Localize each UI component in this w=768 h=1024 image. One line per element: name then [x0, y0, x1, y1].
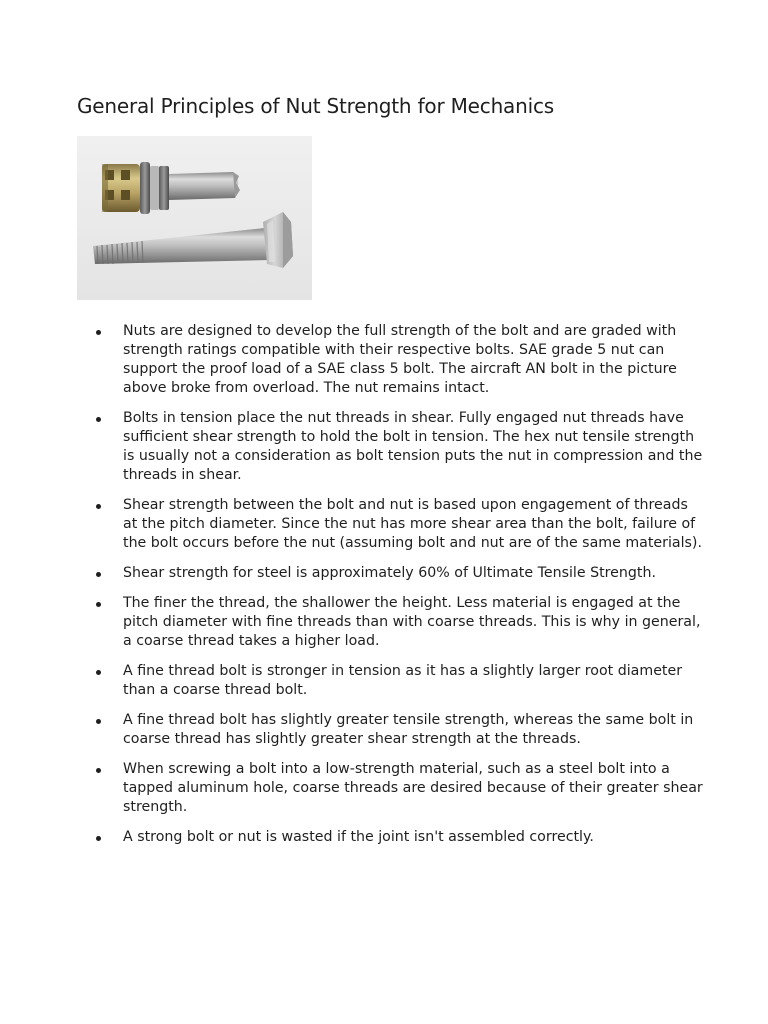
bolt-photo-illustration [77, 136, 312, 300]
bullet-icon [96, 670, 101, 675]
list-item [96, 711, 706, 749]
list-item-text: When screwing a bolt into a low-strength material, such as a steel bolt into a tapped aluminum hole, coarse threads are desired because of their greater shear strength. [123, 761, 703, 815]
bullet-icon [96, 417, 101, 422]
principles-list [96, 322, 706, 858]
list-item [96, 564, 706, 583]
list-item-text: A fine thread bolt has slightly greater tensile strength, whereas the same bolt in coarse thread has slightly greater shear strength at the threads. [123, 712, 694, 747]
list-item-text: Nuts are designed to develop the full strength of the bolt and are graded with strength ratings compatible with their respective bolts. SAE grade 5 nut can support the proof load of a SAE class 5 bolt. The aircraft AN bolt in the picture above broke from overload. The nut remains intact. [123, 323, 677, 396]
list-item-text: Shear strength between the bolt and nut is based upon engagement of threads at the pitch diameter. Since the nut has more shear area than the bolt, failure of the bolt occurs before the nut (assuming bolt and nut are of the same materials). [123, 497, 702, 551]
list-item-text: A strong bolt or nut is wasted if the joint isn't assembled correctly. [123, 829, 594, 845]
list-item-text: Shear strength for steel is approximately 60% of Ultimate Tensile Strength. [123, 565, 656, 581]
bullet-icon [96, 504, 101, 509]
list-item [96, 322, 706, 398]
list-item [96, 409, 706, 485]
list-item [96, 594, 706, 651]
bullet-icon [96, 330, 101, 335]
list-item-text: Bolts in tension place the nut threads in shear. Fully engaged nut threads have sufficient shear strength to hold the bolt in tension. The hex nut tensile strength is usually not a consideration as bolt tension puts the nut in compression and the threads in shear. [123, 410, 703, 483]
list-item-text: The finer the thread, the shallower the height. Less material is engaged at the pitch diameter with fine threads than with coarse threads. This is why in general, a coarse thread takes a higher load. [123, 595, 701, 649]
list-item [96, 760, 706, 817]
bullet-icon [96, 836, 101, 841]
bullet-icon [96, 602, 101, 607]
list-item-text: A fine thread bolt is stronger in tension as it has a slightly larger root diameter than a coarse thread bolt. [123, 663, 683, 698]
bullet-icon [96, 768, 101, 773]
page-title: General Principles of Nut Strength for Mechanics [77, 94, 554, 118]
bullet-icon [96, 719, 101, 724]
bolt-and-nut-photo [77, 136, 312, 300]
bullet-icon [96, 572, 101, 577]
list-item [96, 662, 706, 700]
list-item [96, 496, 706, 553]
list-item [96, 828, 706, 847]
